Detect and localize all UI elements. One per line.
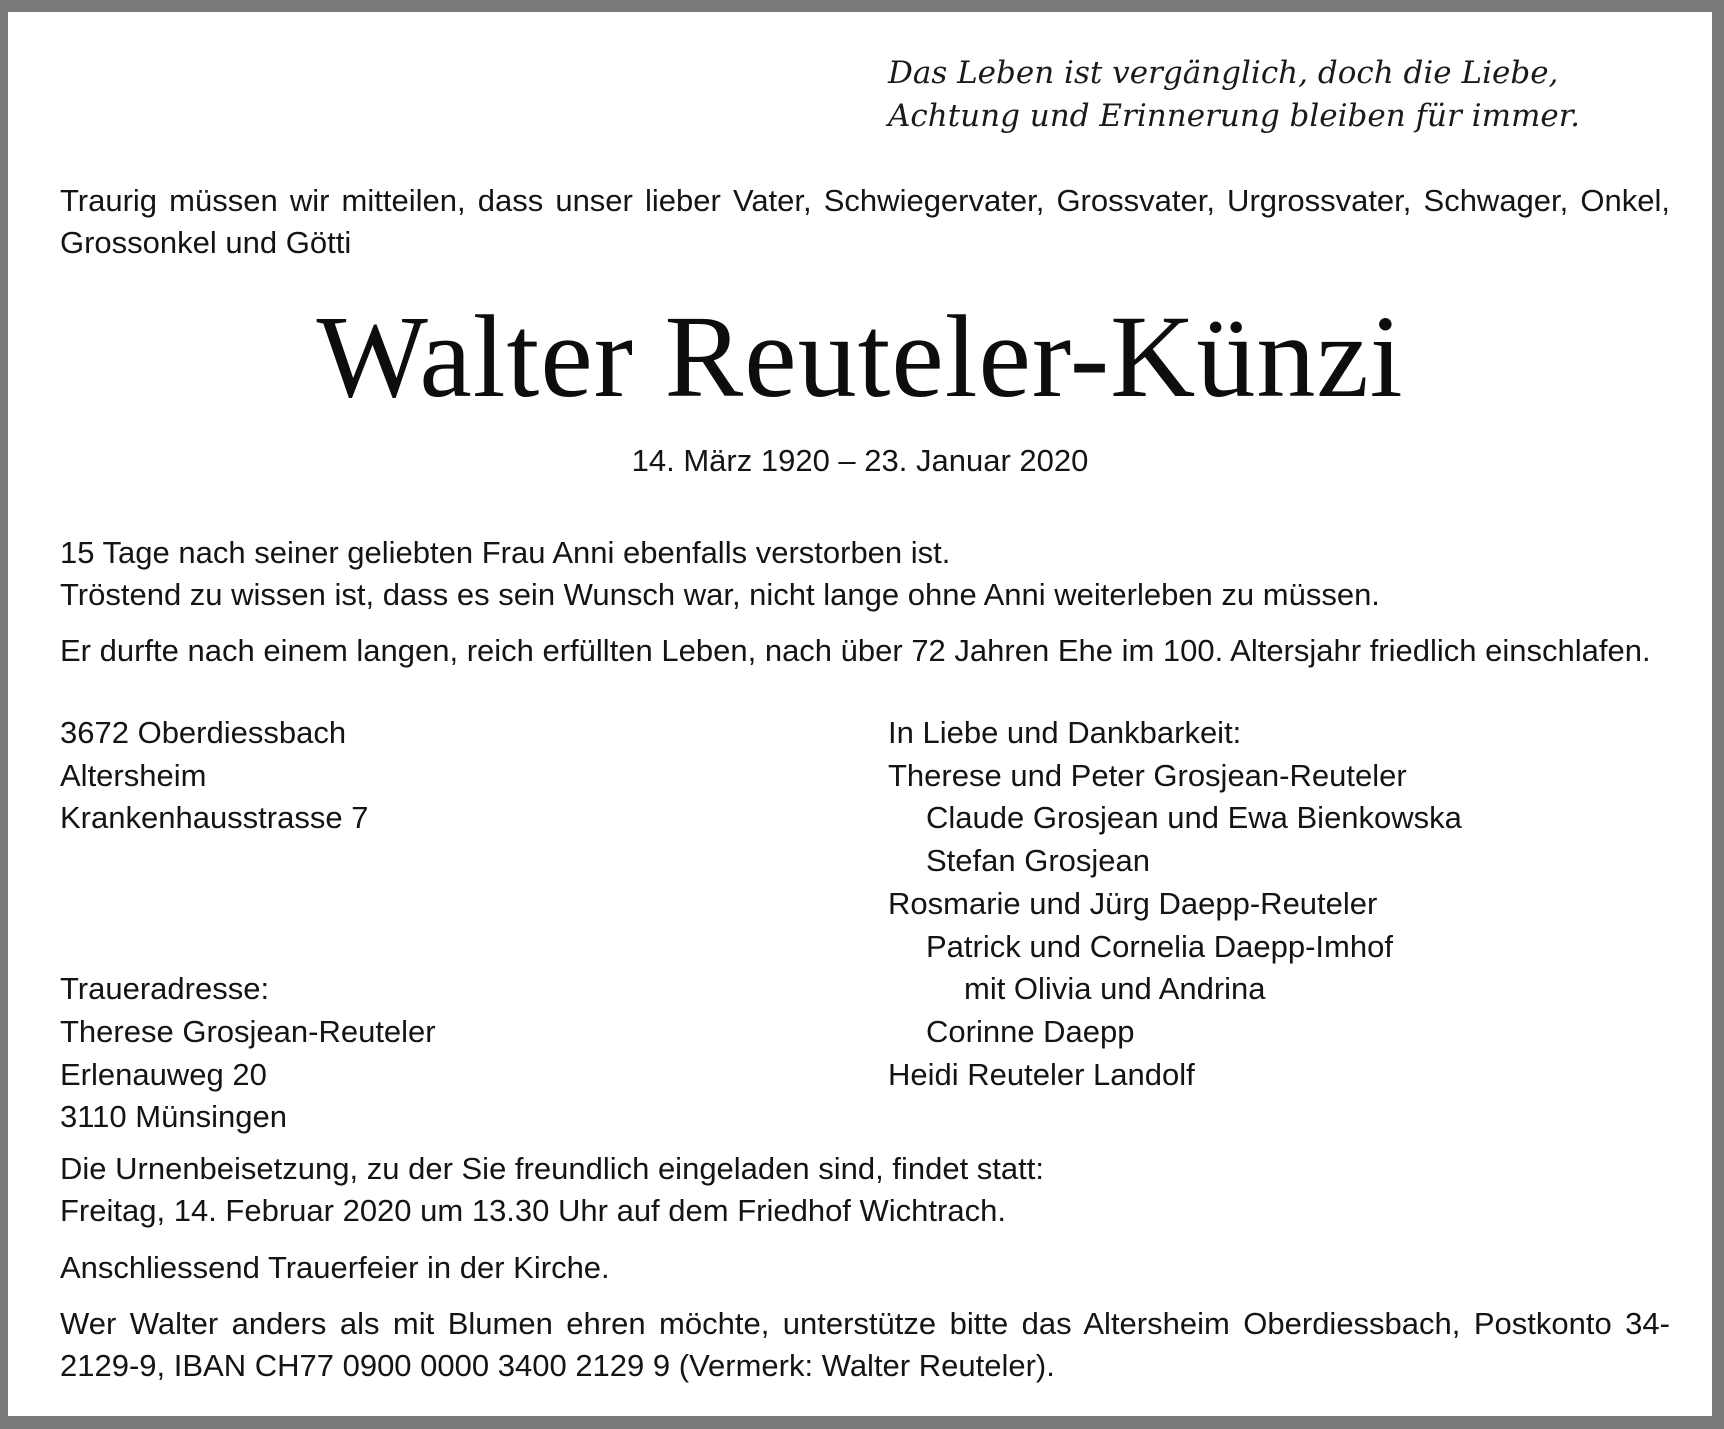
intro-text: Traurig müssen wir mitteilen, dass unser lieber Vater, Schwiegervater, Grossvater, Urgrossvater, Schwager, Onkel, Grossonkel und Götti — [60, 183, 1670, 260]
ceremony-info — [60, 1148, 1044, 1232]
motto-line-2: Achtung und Erinnerung bleiben für immer. — [888, 98, 1580, 134]
family-member: Claude Grosjean und Ewa Bienkowska — [926, 800, 1462, 836]
family-member: Corinne Daepp — [926, 1013, 1135, 1049]
body-line-1: 15 Tage nach seiner geliebten Frau Anni ebenfalls verstorben ist. — [60, 535, 951, 570]
family-heading: In Liebe und Dankbarkeit: — [888, 715, 1242, 750]
mourning-address-street: Erlenauweg 20 — [60, 1056, 267, 1092]
ceremony-info-2 — [60, 1247, 610, 1289]
family-column — [888, 712, 1462, 1096]
address-column — [60, 712, 436, 1139]
ceremony-line-2: Freitag, 14. Februar 2020 um 13.30 Uhr auf dem Friedhof Wichtrach. — [60, 1193, 1006, 1228]
body-line-2: Tröstend zu wissen ist, dass es sein Wunsch war, nicht lange ohne Anni weiterleben zu müssen. — [60, 577, 1380, 612]
ceremony-line-3: Anschliessend Trauerfeier in der Kirche. — [60, 1250, 610, 1285]
body-text-2 — [60, 630, 1651, 672]
family-member: Rosmarie und Jürg Daepp-Reuteler — [888, 885, 1378, 921]
ceremony-line-1: Die Urnenbeisetzung, zu der Sie freundlich eingeladen sind, findet statt: — [60, 1151, 1044, 1186]
donation-text: Wer Walter anders als mit Blumen ehren möchte, unterstütze bitte das Altersheim Oberdiessbach, Postkonto 34-2129-9, IBAN CH77 0900 0000 3400 2129 9 (Vermerk: Walter Reuteler). — [60, 1306, 1670, 1383]
family-member: Therese und Peter Grosjean-Reuteler — [888, 757, 1407, 793]
mourning-address-city: 3110 Münsingen — [60, 1099, 287, 1135]
family-member: Heidi Reuteler Landolf — [888, 1056, 1195, 1092]
body-line-3: Er durfte nach einem langen, reich erfüllten Leben, nach über 72 Jahren Ehe im 100. Altersjahr friedlich einschlafen. — [60, 633, 1651, 668]
motto-quote — [888, 52, 1580, 138]
obituary-notice — [8, 12, 1712, 1416]
body-text — [60, 532, 1380, 616]
address-line-3: Krankenhausstrasse 7 — [60, 800, 369, 836]
family-member: mit Olivia und Andrina — [964, 971, 1266, 1007]
family-member: Stefan Grosjean — [926, 843, 1151, 879]
address-line-1: 3672 Oberdiessbach — [60, 715, 347, 750]
deceased-name: Walter Reuteler-Künzi — [316, 291, 1404, 422]
address-line-2: Altersheim — [60, 757, 207, 793]
mourning-address-label: Traueradresse: — [60, 971, 270, 1007]
mourning-address-name: Therese Grosjean-Reuteler — [60, 1013, 436, 1049]
motto-line-1: Das Leben ist vergänglich, doch die Liebe, — [888, 55, 1559, 91]
life-dates: 14. März 1920 – 23. Januar 2020 — [631, 443, 1089, 478]
family-member: Patrick und Cornelia Daepp-Imhof — [926, 928, 1393, 964]
